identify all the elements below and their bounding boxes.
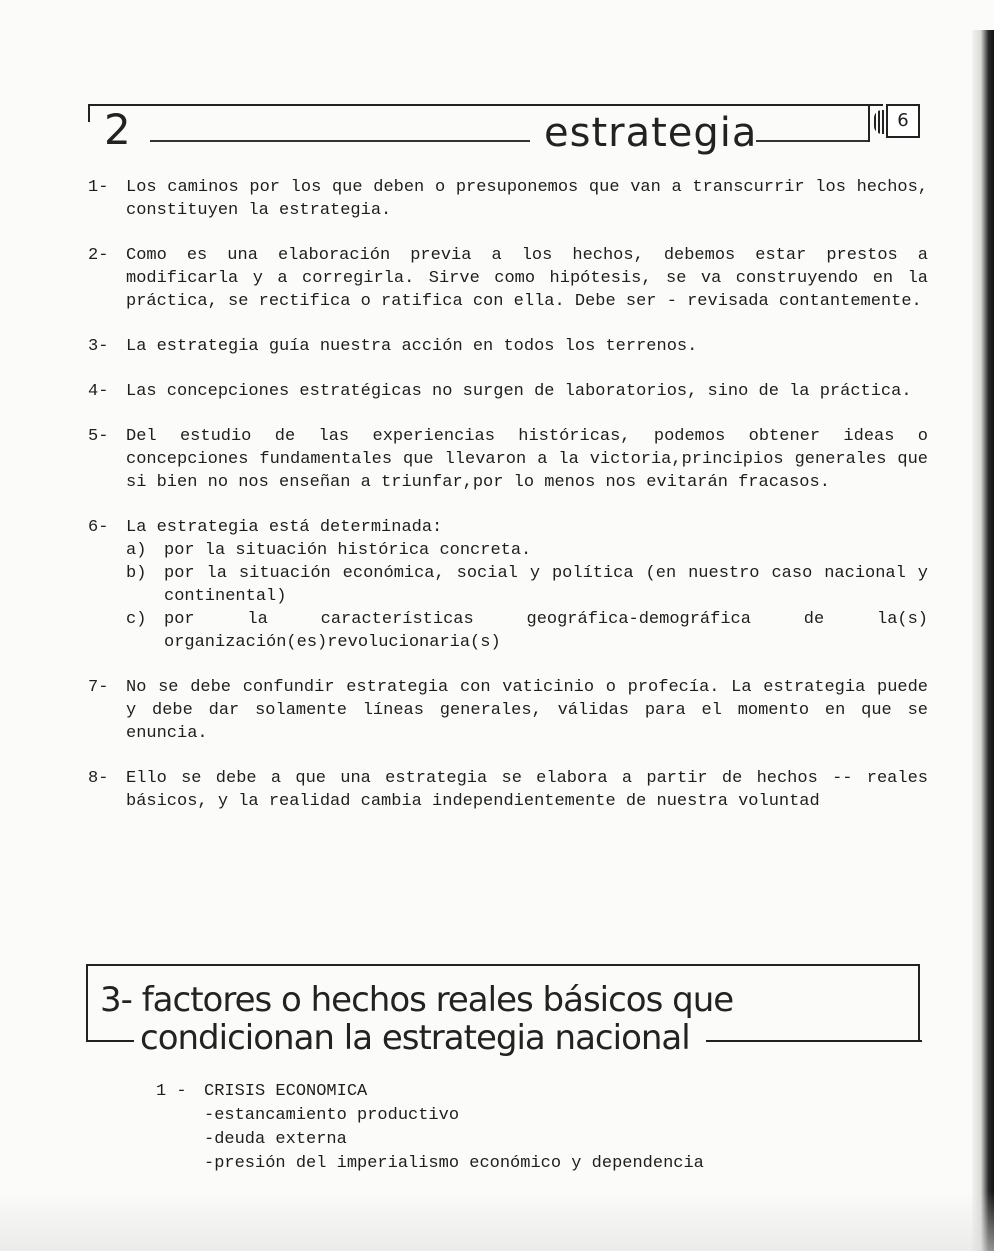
list-item-body [126,335,928,358]
list-item [88,676,928,745]
list-item [88,425,928,494]
sub-item [126,562,928,608]
list-item-body [126,516,928,654]
list-item [88,335,928,358]
list-item-text: La estrategia guía nuestra acción en todos los terrenos. [126,337,698,356]
list-item [88,244,928,313]
list-item-number: 1- [88,178,109,197]
list-item-number: 8- [88,769,109,788]
list-item-body [126,380,928,403]
list-item-text: La estrategia está determinada: [126,518,443,537]
sub-item-text: por la situación histórica concreta. [164,541,532,560]
sub-item [126,539,928,562]
section-3-rule-right [706,1040,922,1042]
page-edge-shadow [972,30,994,1251]
page-number-badge: 6 [886,104,920,138]
crisis-heading [156,1080,856,1104]
header-right-bracket [868,104,870,142]
scan-shade [0,1191,994,1251]
strategy-points-list [88,176,928,835]
header-rule-right [756,140,868,142]
section-3-title-line-1: 3- factores o hechos reales básicos que [100,980,734,1020]
sub-item-text: por la características geográfica-demográfica de la(s) organización(es)revolucionaria(s) [164,610,928,652]
sub-item-label: b) [126,564,147,583]
list-item-number: 4- [88,382,109,401]
list-item-number: 7- [88,678,109,697]
list-item-body [126,767,928,813]
crisis-line: -presión del imperialismo económico y dependencia [204,1154,704,1173]
list-item-number: 3- [88,337,109,356]
sub-item [126,608,928,654]
sub-item-label: c) [126,610,147,629]
list-item-text: Los caminos por los que deben o presuponemos que van a transcurrir los hechos, constituyen la estrategia. [126,178,928,220]
list-item-body [126,676,928,745]
header-rule-left [150,140,530,142]
header-top-rule [88,104,883,106]
list-item-text: Ello se debe a que una estrategia se elabora a partir de hechos -- reales básicos, y la realidad cambia independientemente de nuestra voluntad [126,769,928,811]
list-item-body [126,176,928,222]
crisis-lines [156,1104,856,1176]
crisis-line: -deuda externa [204,1130,347,1149]
crisis-line: -estancamiento productivo [204,1106,460,1125]
list-item [88,516,928,654]
crisis-block [156,1080,856,1176]
list-item-text: Del estudio de las experiencias históricas, podemos obtener ideas o concepciones fundamentales que llevaron a la victoria,principios generales que si bien no nos enseñan a triunfar,por lo menos nos evitarán fracasos. [126,427,928,492]
list-item-number: 6- [88,518,109,537]
list-item-body [126,244,928,313]
list-item [88,767,928,813]
list-item-number: 5- [88,427,109,446]
list-item-body [126,425,928,494]
list-item-number: 2- [88,246,109,265]
list-item [88,176,928,222]
list-item-text: No se debe confundir estrategia con vaticinio o profecía. La estrategia puede y debe dar solamente líneas generales, válidas para el momento en que se enuncia. [126,678,928,743]
section-number: 2 [104,105,131,154]
section-3-rule-left [86,1040,134,1042]
crisis-number: 1 - [156,1082,187,1101]
list-item-text: Las concepciones estratégicas no surgen de laboratorios, sino de la práctica. [126,382,912,401]
section-3-header [86,964,922,1080]
list-item-text: Como es una elaboración previa a los hechos, debemos estar prestos a modificarla y a corregirla. Sirve como hipótesis, se va construyendo en la práctica, se rectifica o ratifica con ella. Debe ser - revisada contantemente. [126,246,928,311]
crisis-title: CRISIS ECONOMICA [204,1082,368,1101]
sub-item-text: por la situación económica, social y política (en nuestro caso nacional y continental) [164,564,928,606]
section-2-header [88,104,908,160]
header-left-bracket [88,104,90,122]
list-item [88,380,928,403]
sub-item-label: a) [126,541,147,560]
section-3-title-line-2: condicionan la estrategia nacional [140,1018,690,1058]
section-title: estrategia [544,110,758,156]
